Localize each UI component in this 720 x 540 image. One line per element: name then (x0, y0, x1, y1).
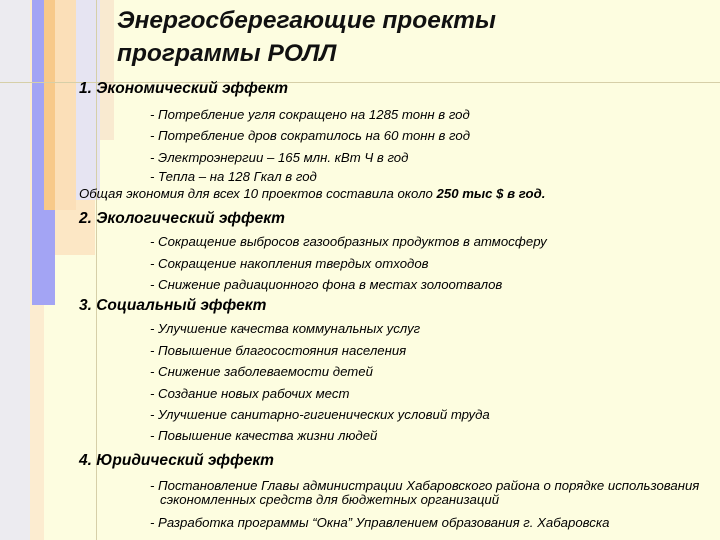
section-legal (79, 450, 715, 533)
list-item: - Сокращение выбросов газообразных продуктов в атмосферу (150, 234, 547, 250)
summary-value: 250 тыс $ в год. (436, 186, 546, 202)
section-economic (79, 78, 715, 202)
list-item: - Тепла – на 128 Гкал в год (150, 169, 317, 185)
content (79, 78, 715, 533)
list-item: - Сокращение накопления твердых отходов (150, 255, 429, 271)
section-list (79, 231, 715, 295)
list-item: - Разработка программы “Окна” Управлением образования г. Хабаровска (150, 514, 610, 530)
section-heading: 1. Экономический эффект (79, 80, 289, 97)
list-item: - Постановление Главы администрации Хабаровского района о порядке использования сэкономленных средств для бюджетных организаций (150, 477, 700, 507)
economy-summary (79, 186, 715, 202)
list-item: - Потребление угля сокращено на 1285 тонн в год (150, 107, 470, 122)
page-title (117, 4, 677, 70)
section-ecological (79, 208, 715, 295)
section-list (79, 104, 715, 186)
section-heading: 2. Экологический эффект (79, 210, 285, 228)
list-item: - Снижение заболеваемости детей (150, 364, 373, 380)
list-item: - Повышение качества жизни людей (150, 428, 378, 444)
list-item: - Улучшение санитарно-гигиенических условий труда (150, 407, 490, 423)
title-line-2: программы РОЛЛ (117, 40, 337, 67)
deco-bar-lavender (0, 0, 30, 540)
section-list (79, 318, 715, 446)
section-heading: 3. Социальный эффект (79, 297, 267, 315)
list-item: - Повышение благосостояния населения (150, 342, 407, 358)
section-list (79, 476, 715, 533)
list-item: - Снижение радиационного фона в местах золоотвалов (150, 277, 503, 293)
list-item: - Потребление дров сократилось на 60 тонн в год (150, 128, 471, 144)
section-social (79, 295, 715, 446)
list-item: - Создание новых рабочих мест (150, 385, 350, 401)
section-heading: 4. Юридический эффект (79, 451, 274, 469)
title-line-1: Энергосберегающие проекты (117, 7, 496, 34)
list-item: - Улучшение качества коммунальных услуг (150, 321, 421, 337)
summary-text: Общая экономия для всех 10 проектов составила около (79, 186, 437, 202)
list-item: - Электроэнергии – 165 млн. кВт Ч в год (150, 149, 409, 165)
